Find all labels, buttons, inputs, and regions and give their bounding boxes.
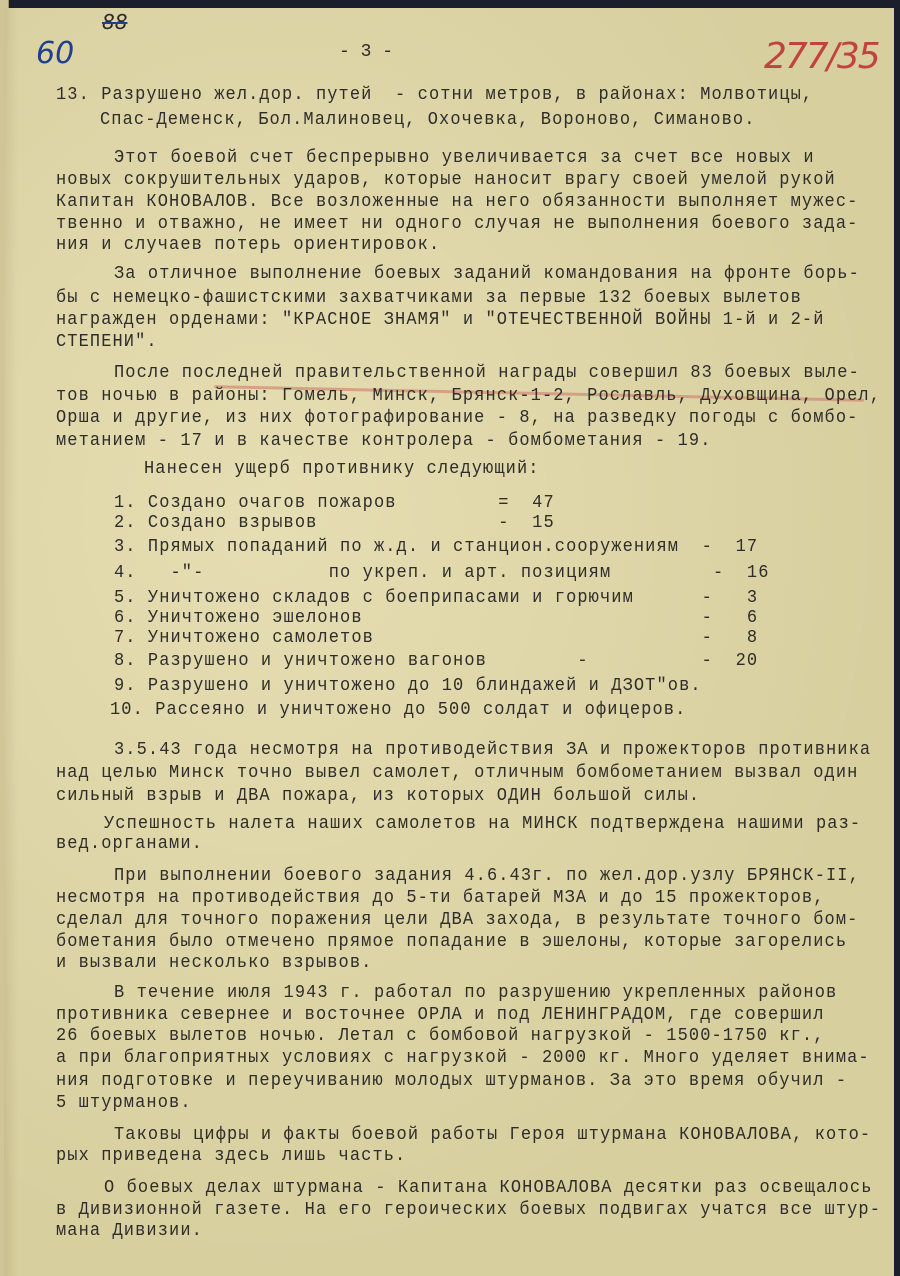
text-line: твенно и отважно, не имеет ни одного случая не выполнения боевого зада-: [56, 214, 859, 235]
text-line: В течение июля 1943 г. работал по разрушению укрепленных районов: [114, 983, 838, 1004]
text-line: вед.органами.: [56, 834, 203, 855]
text-line: сильный взрыв и ДВА пожара, из которых ОДИН большой силы.: [56, 786, 701, 807]
text-line: над целью Минск точно вывел самолет, отличным бомбометанием вызвал один: [56, 763, 859, 784]
text-line: а при благоприятных условиях с нагрузкой - 2000 кг. Много уделяет внима-: [56, 1048, 870, 1069]
text-line: рых приведена здесь лишь часть.: [56, 1146, 407, 1167]
text-line: противника севернее и восточнее ОРЛА и под ЛЕНИНГРАДОМ, где совершил: [56, 1005, 825, 1026]
text-line: и вызвали несколько взрывов.: [56, 953, 373, 974]
text-line: О боевых делах штурмана - Капитана КОНОВАЛОВА десятки раз освещалось: [104, 1178, 873, 1199]
text-line: бы с немецко-фашистскими захватчиками за первые 132 боевых вылетов: [56, 288, 802, 309]
damage-list-item: 8. Разрушено и уничтожено вагонов - - 20: [114, 651, 759, 672]
text-line: Спас-Деменск, Бол.Малиновец, Охочевка, Вороново, Симаново.: [100, 110, 756, 131]
damage-list-item: 9. Разрушено и уничтожено до 10 блиндажей и ДЗОТ"ов.: [114, 676, 702, 697]
struck-page-number: 88: [102, 10, 128, 34]
text-line: 3.5.43 года несмотря на противодействия ЗА и прожекторов противника: [114, 740, 872, 761]
text-line: бометания было отмечено прямое попадание в эшелоны, которые загорелись: [56, 932, 848, 953]
folio-number: 60: [36, 36, 75, 71]
damage-list-item: 7. Уничтожено самолетов - 8: [114, 628, 759, 649]
damage-list-item: 6. Уничтожено эшелонов - 6: [114, 608, 759, 629]
text-line: При выполнении боевого задания 4.6.43г. по жел.дор.узлу БРЯНСК-II,: [114, 866, 860, 887]
page-number: - 3 -: [339, 42, 394, 62]
text-line: После последней правительственной награды совершил 83 боевых выле-: [114, 363, 860, 384]
text-line: награжден орденами: "КРАСНОЕ ЗНАМЯ" и "ОТЕЧЕСТВЕННОЙ ВОЙНЫ 1-й и 2-й: [56, 310, 825, 331]
text-line: Успешность налета наших самолетов на МИНСК подтверждена нашими раз-: [104, 814, 862, 835]
text-line: метанием - 17 и в качестве контролера - бомбометания - 19.: [56, 431, 712, 452]
text-line: Этот боевой счет беспрерывно увеличивается за счет все новых и: [114, 148, 815, 169]
text-line: ния подготовке и переучиванию молодых штурманов. За это время обучил -: [56, 1071, 848, 1092]
damage-list-item: 1. Создано очагов пожаров = 47: [114, 493, 555, 514]
text-line: Орша и другие, из них фотографирование - 8, на разведку погоды с бомбо-: [56, 408, 859, 429]
text-line: в Дивизионной газете. На его героических боевых подвигах учатся все штур-: [56, 1200, 882, 1221]
text-line: мана Дивизии.: [56, 1221, 203, 1242]
archive-number: 277/35: [764, 36, 879, 77]
text-line: Капитан КОНОВАЛОВ. Все возложенные на него обязанности выполняет мужес-: [56, 192, 859, 213]
text-line: 5 штурманов.: [56, 1093, 192, 1114]
damage-list-item: 3. Прямых попаданий по ж.д. и станцион.сооружениям - 17: [114, 537, 759, 558]
text-line: ния и случаев потерь ориентировок.: [56, 235, 441, 256]
text-line: тов ночью в районы: Гомель, Минск, Брянск-1-2, Рославль, Духовщина, Орел,: [56, 386, 882, 407]
text-line: СТЕПЕНИ".: [56, 332, 158, 353]
damage-list-item: 5. Уничтожено складов с боеприпасами и горючим - 3: [114, 588, 759, 609]
damage-list-item: 4. -"- по укреп. и арт. позициям - 16: [114, 563, 770, 584]
document-page: [4, 8, 894, 1276]
text-line: 13. Разрушено жел.дор. путей - сотни метров, в районах: Молвотицы,: [56, 85, 814, 106]
damage-list-item: 2. Создано взрывов - 15: [114, 513, 555, 534]
text-line: За отличное выполнение боевых заданий командования на фронте борь-: [114, 264, 860, 285]
text-line: Нанесен ущерб противнику следующий:: [144, 459, 540, 480]
text-line: сделал для точного поражения цели ДВА захода, в результате точного бом-: [56, 910, 859, 931]
text-line: 26 боевых вылетов ночью. Летал с бомбовой нагрузкой - 1500-1750 кг.,: [56, 1026, 825, 1047]
text-line: Таковы цифры и факты боевой работы Героя штурмана КОНОВАЛОВА, кото-: [114, 1125, 872, 1146]
text-line: несмотря на противодействия до 5-ти батарей МЗА и до 15 прожекторов,: [56, 888, 825, 909]
damage-list-item: 10. Рассеяно и уничтожено до 500 солдат и офицеров.: [110, 700, 687, 721]
text-line: новых сокрушительных ударов, которые наносит врагу своей умелой рукой: [56, 170, 836, 191]
